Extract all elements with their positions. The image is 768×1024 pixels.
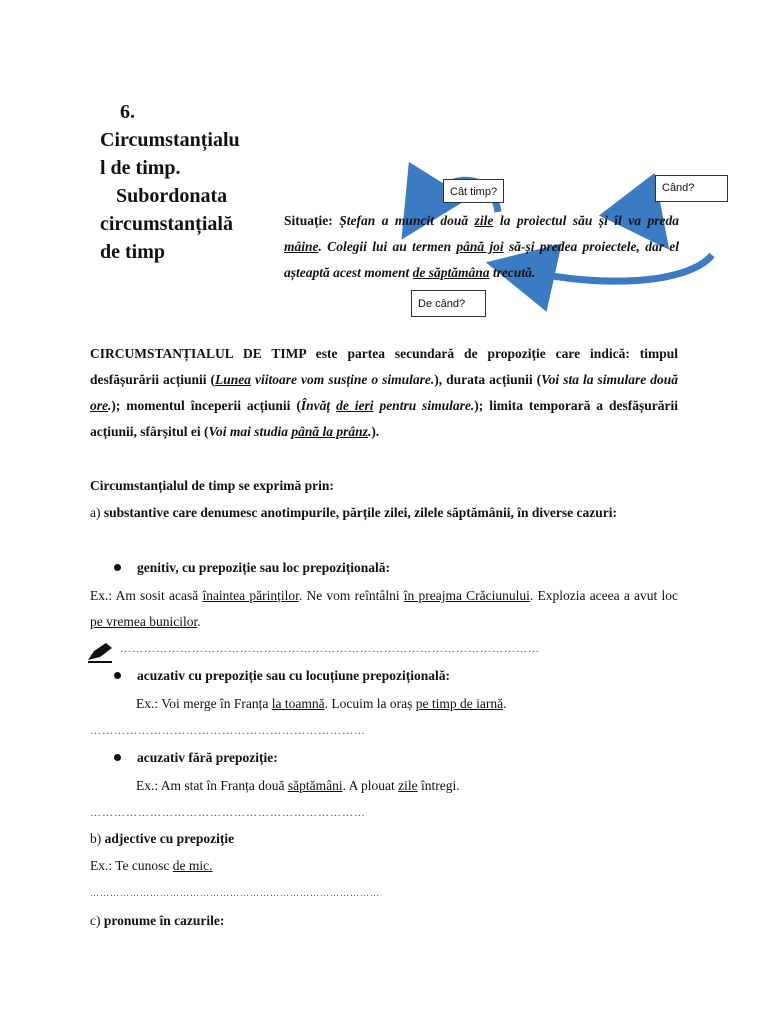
bullet-dot [114, 754, 121, 761]
title-line-3: Subordonata [116, 185, 228, 207]
example-acuzativ-fara [136, 773, 460, 799]
example-text: Ex.: Am sosit acasă [90, 588, 203, 603]
dotted-line: …………………………………………………………… [90, 725, 366, 737]
example-text: Voi sta la simulare două [541, 372, 678, 387]
situation-underline: de săptămâna [412, 265, 490, 280]
bullet-dot [114, 564, 121, 571]
situation-underline: până joi [456, 239, 504, 254]
example-text: Învăț [300, 398, 337, 413]
example-text: . [503, 696, 507, 711]
dotted-line: …………………………………………………………………………………………… [120, 643, 540, 655]
example-underline: de ieri [336, 398, 374, 413]
example-text: Ex.: Am stat în Franța două [136, 778, 288, 793]
example-text: . Locuim la oraș [324, 696, 416, 711]
callout-arrows [0, 0, 768, 360]
definition-text: CIRCUMSTANȚIALUL DE TIMP este partea secundară de propoziție care indică: timpul desfășurării acțiunii ( [90, 346, 678, 387]
title-line-5: de timp [100, 241, 165, 263]
situation-underline: zile [474, 213, 494, 228]
example-underline: înaintea părinților [202, 588, 299, 603]
definition-paragraph [90, 341, 678, 445]
example-underline: săptămâni [287, 778, 343, 793]
section-title: Circumstanțialul de timp se exprimă prin: [90, 478, 334, 493]
example-underline: în preajma Crăciunului [403, 588, 530, 603]
bullet-text: acuzativ fără prepoziție: [137, 750, 278, 765]
definition-text: ), durata acțiunii ( [434, 372, 542, 387]
section-number: 6. [120, 101, 135, 123]
callout-cand: Când? [655, 175, 728, 202]
callout-cat-timp: Cât timp? [443, 179, 504, 203]
title-line-1: Circumstanțialu [100, 129, 240, 151]
example-b [90, 853, 213, 879]
situation-text: Ștefan a muncit două [332, 213, 475, 228]
situation-text: la proiectul său și îl va preda [493, 213, 679, 228]
callout-de-cand: De când? [411, 290, 486, 317]
dotted-line: …………………………………………………………………………… [90, 888, 380, 898]
situation-underline: mâine [284, 239, 319, 254]
item-a [90, 500, 678, 526]
example-underline: pe timp de iarnă [415, 696, 504, 711]
example-text: întregi. [417, 778, 460, 793]
item-c [90, 908, 224, 934]
bullet-text: acuzativ cu prepoziție sau cu locuțiune prepozițională: [137, 668, 450, 683]
example-underline: până la prânz [291, 424, 368, 439]
example-text: . A plouat [342, 778, 399, 793]
definition-text: ); momentul începerii acțiunii ( [111, 398, 301, 413]
example-text: Ex.: Te cunosc [90, 858, 173, 873]
situation-text: . Colegii lui au termen [318, 239, 457, 254]
example-text: . [108, 398, 112, 413]
example-underline: la toamnă [271, 696, 325, 711]
title-line-2: l de timp. [100, 157, 181, 179]
bullet-dot [114, 672, 121, 679]
bullet-text: genitiv, cu prepoziție sau loc prepozițională: [137, 560, 390, 575]
pencil-icon [86, 640, 114, 664]
example-text: pentru simulare. [373, 398, 475, 413]
item-letter: b) [90, 831, 105, 846]
example-acuzativ-prep [136, 691, 506, 717]
example-text: . Ne vom reîntâlni [298, 588, 404, 603]
definition-text: ). [371, 424, 380, 439]
situation-label: Situație: [284, 213, 333, 228]
situation-text: să-și predea proiectele, dar el așteaptă acest moment [284, 239, 679, 280]
example-text: viitoare vom susține o simulare. [251, 372, 435, 387]
bullet-genitiv [114, 555, 390, 581]
example-genitiv [90, 583, 678, 635]
item-text: substantive care denumesc anotimpurile, părțile zilei, zilele săptămânii, în diverse cazuri: [103, 505, 617, 520]
example-underline: zile [398, 778, 418, 793]
title-line-4: circumstanțială [100, 213, 233, 235]
item-letter: a) [90, 505, 104, 520]
situation-paragraph [284, 208, 679, 286]
example-text: . Explozia aceea a avut loc [529, 588, 678, 603]
example-text: Ex.: Voi merge în Franța [136, 696, 272, 711]
example-underline: pe vremea bunicilor [90, 614, 198, 629]
dotted-line: …………………………………………………………… [90, 807, 366, 819]
definition-text: ); limita temporară a desfășurării acțiunii, sfârșitul ei ( [90, 398, 678, 439]
example-underline: Lunea [215, 372, 252, 387]
bullet-acuzativ-fara [114, 745, 278, 771]
example-underline: ore [90, 398, 108, 413]
example-text: . [367, 424, 372, 439]
example-text: Voi mai studia [208, 424, 292, 439]
example-text: . [197, 614, 201, 629]
situation-text: trecută. [489, 265, 536, 280]
bullet-acuzativ-prep [114, 663, 450, 689]
example-underline: de mic. [172, 858, 213, 873]
item-letter: c) [90, 913, 104, 928]
item-b [90, 826, 234, 852]
item-text: pronume în cazurile: [103, 913, 225, 928]
item-text: adjective cu prepoziție [104, 831, 235, 846]
